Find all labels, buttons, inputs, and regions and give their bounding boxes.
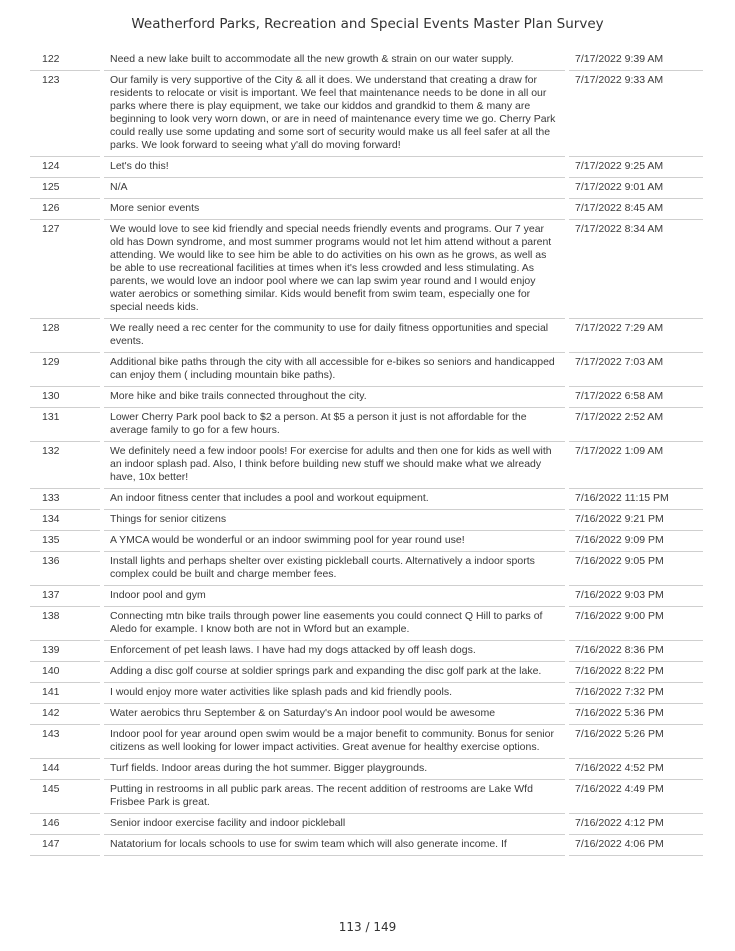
response-text: We really need a rec center for the community to use for daily fitness opportunities and special events. <box>104 319 565 353</box>
response-number: 132 <box>30 442 100 489</box>
response-date: 7/17/2022 6:58 AM <box>569 387 703 408</box>
response-number: 137 <box>30 586 100 607</box>
response-text: Enforcement of pet leash laws. I have had my dogs attacked by off leash dogs. <box>104 641 565 662</box>
response-number: 130 <box>30 387 100 408</box>
response-date: 7/17/2022 9:33 AM <box>569 71 703 157</box>
response-date: 7/16/2022 9:03 PM <box>569 586 703 607</box>
response-number: 147 <box>30 835 100 856</box>
response-date: 7/17/2022 2:52 AM <box>569 408 703 442</box>
table-row <box>30 178 703 199</box>
table-row <box>30 50 703 71</box>
response-text: Putting in restrooms in all public park areas. The recent addition of restrooms are Lake Wfd Frisbee Park is great. <box>104 780 565 814</box>
response-number: 142 <box>30 704 100 725</box>
response-number: 127 <box>30 220 100 319</box>
response-number: 129 <box>30 353 100 387</box>
response-text: Need a new lake built to accommodate all the new growth & strain on our water supply. <box>104 50 565 71</box>
table-row <box>30 759 703 780</box>
response-text: Our family is very supportive of the City & all it does. We understand that creating a draw for residents to relocate or visit is important. We feel that maintenance needs to be done in all our parks where there is play equipment, we take our kiddos and grandkid to them & many are beginning to look very worn down, or are in need of maintenance every time we go. Cherry Park could really use some updating and some sort of security would make us all feel safer at all the parks. We look forward to seeing what y'all do moving forward! <box>104 71 565 157</box>
table-row <box>30 442 703 489</box>
response-date: 7/17/2022 7:03 AM <box>569 353 703 387</box>
response-date: 7/17/2022 8:45 AM <box>569 199 703 220</box>
response-text: Let's do this! <box>104 157 565 178</box>
response-text: Install lights and perhaps shelter over existing pickleball courts. Alternatively a indoor sports complex could be built and charge member fees. <box>104 552 565 586</box>
table-row <box>30 662 703 683</box>
table-row <box>30 319 703 353</box>
page-number: 113 / 149 <box>338 920 397 934</box>
table-row <box>30 780 703 814</box>
response-date: 7/17/2022 7:29 AM <box>569 319 703 353</box>
response-date: 7/16/2022 9:09 PM <box>569 531 703 552</box>
table-row <box>30 157 703 178</box>
responses-table <box>30 50 703 856</box>
response-text: Indoor pool and gym <box>104 586 565 607</box>
response-date: 7/16/2022 7:32 PM <box>569 683 703 704</box>
table-row <box>30 531 703 552</box>
response-number: 141 <box>30 683 100 704</box>
response-number: 131 <box>30 408 100 442</box>
table-row <box>30 353 703 387</box>
response-text: We would love to see kid friendly and special needs friendly events and programs. Our 7 year old has Down syndrome, and most summer programs would not let him attend without a parent attending. We would like to see him be able to do activities on his own as he grows, as well as be able to use recreational facilities at times when it's less crowded and less stimulating. As parents, we would love an indoor pool where we can lap swim year round and I would enjoy water aerobics or something similar. Kids would benefit from swim team, especially one for special needs kids. <box>104 220 565 319</box>
response-text: Natatorium for locals schools to use for swim team which will also generate income. If <box>104 835 565 856</box>
response-number: 140 <box>30 662 100 683</box>
response-text: An indoor fitness center that includes a pool and workout equipment. <box>104 489 565 510</box>
response-number: 145 <box>30 780 100 814</box>
response-date: 7/16/2022 9:05 PM <box>569 552 703 586</box>
page-title: Weatherford Parks, Recreation and Special Events Master Plan Survey <box>131 16 604 32</box>
response-date: 7/17/2022 8:34 AM <box>569 220 703 319</box>
table-row <box>30 220 703 319</box>
response-date: 7/16/2022 8:36 PM <box>569 641 703 662</box>
response-text: We definitely need a few indoor pools! For exercise for adults and then one for kids as well with an indoor splash pad. Also, I think before building new stuff we should make what we already have, 10x better! <box>104 442 565 489</box>
response-number: 136 <box>30 552 100 586</box>
response-text: More senior events <box>104 199 565 220</box>
table-row <box>30 607 703 641</box>
response-date: 7/17/2022 9:39 AM <box>569 50 703 71</box>
table-row <box>30 199 703 220</box>
table-row <box>30 586 703 607</box>
response-date: 7/16/2022 5:36 PM <box>569 704 703 725</box>
response-date: 7/16/2022 4:52 PM <box>569 759 703 780</box>
response-date: 7/16/2022 9:21 PM <box>569 510 703 531</box>
response-date: 7/17/2022 9:01 AM <box>569 178 703 199</box>
response-number: 144 <box>30 759 100 780</box>
response-number: 139 <box>30 641 100 662</box>
response-number: 143 <box>30 725 100 759</box>
response-number: 133 <box>30 489 100 510</box>
response-number: 138 <box>30 607 100 641</box>
table-row <box>30 704 703 725</box>
response-number: 125 <box>30 178 100 199</box>
response-text: Adding a disc golf course at soldier springs park and expanding the disc golf park at the lake. <box>104 662 565 683</box>
response-date: 7/17/2022 1:09 AM <box>569 442 703 489</box>
response-date: 7/16/2022 11:15 PM <box>569 489 703 510</box>
response-text: Indoor pool for year around open swim would be a major benefit to community. Bonus for senior citizens as well looking for lower impact activities. Great avenue for healthy exercise options. <box>104 725 565 759</box>
response-text: Things for senior citizens <box>104 510 565 531</box>
response-text: Lower Cherry Park pool back to $2 a person. At $5 a person it just is not affordable for the average family to go for a few hours. <box>104 408 565 442</box>
response-text: Water aerobics thru September & on Saturday's An indoor pool would be awesome <box>104 704 565 725</box>
response-number: 122 <box>30 50 100 71</box>
table-row <box>30 641 703 662</box>
response-date: 7/16/2022 4:06 PM <box>569 835 703 856</box>
response-date: 7/16/2022 5:26 PM <box>569 725 703 759</box>
response-number: 135 <box>30 531 100 552</box>
response-text: Connecting mtn bike trails through power line easements you could connect Q Hill to parks of Aledo for example. I know both are not in Wford but an example. <box>104 607 565 641</box>
response-text: Senior indoor exercise facility and indoor pickleball <box>104 814 565 835</box>
response-number: 128 <box>30 319 100 353</box>
table-row <box>30 510 703 531</box>
response-date: 7/16/2022 8:22 PM <box>569 662 703 683</box>
response-number: 134 <box>30 510 100 531</box>
response-number: 126 <box>30 199 100 220</box>
response-text: A YMCA would be wonderful or an indoor swimming pool for year round use! <box>104 531 565 552</box>
table-row <box>30 683 703 704</box>
table-row <box>30 835 703 856</box>
response-text: More hike and bike trails connected throughout the city. <box>104 387 565 408</box>
table-row <box>30 552 703 586</box>
table-row <box>30 814 703 835</box>
response-text: Turf fields. Indoor areas during the hot summer. Bigger playgrounds. <box>104 759 565 780</box>
response-number: 146 <box>30 814 100 835</box>
response-number: 123 <box>30 71 100 157</box>
table-row <box>30 725 703 759</box>
table-row <box>30 387 703 408</box>
table-row <box>30 489 703 510</box>
table-row <box>30 408 703 442</box>
response-date: 7/16/2022 9:00 PM <box>569 607 703 641</box>
response-number: 124 <box>30 157 100 178</box>
response-date: 7/16/2022 4:12 PM <box>569 814 703 835</box>
response-date: 7/16/2022 4:49 PM <box>569 780 703 814</box>
response-text: I would enjoy more water activities like splash pads and kid friendly pools. <box>104 683 565 704</box>
table-row <box>30 71 703 157</box>
response-text: Additional bike paths through the city with all accessible for e-bikes so seniors and handicapped can enjoy them ( including mountain bike paths). <box>104 353 565 387</box>
response-date: 7/17/2022 9:25 AM <box>569 157 703 178</box>
response-text: N/A <box>104 178 565 199</box>
